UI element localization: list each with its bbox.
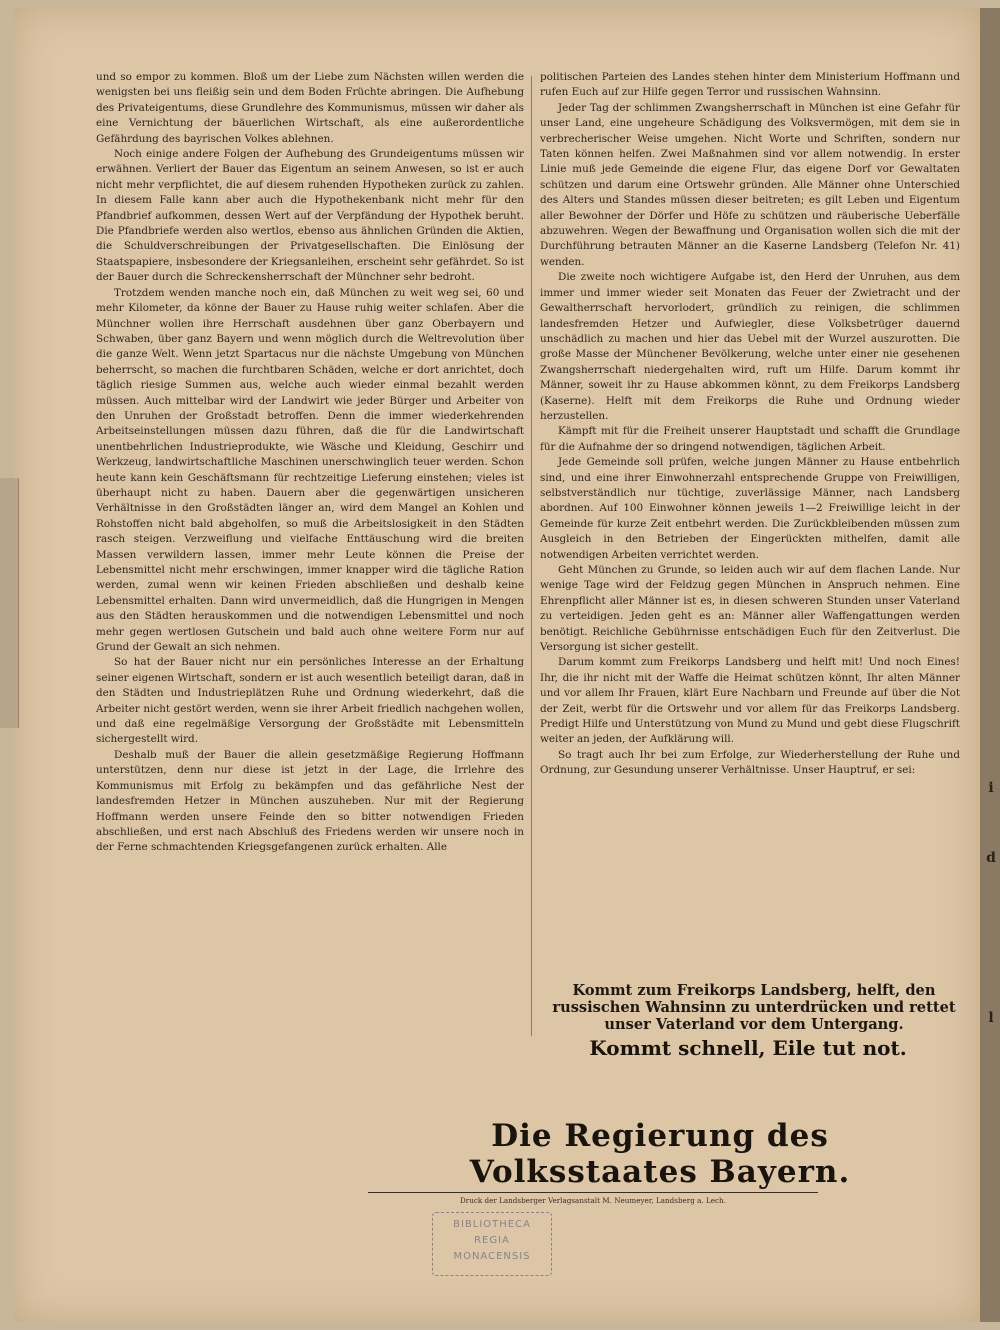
right-paragraph: Jeder Tag der schlimmen Zwangsherrschaft in München ist eine Gefahr für unser Land, eine ungeheure Schädigung des Volksvermögen, mit dem sie in verbrecherischer Weise umgehen. Nicht Worte und Schriften, sondern nur Taten können helfen. Zwei Maßnahmen sind vor allem notwendig. In erster Linie muß jede Gemeinde die eigene Flur, das eigene Dorf vor Gewaltaten schützen und darum eine Ortswehr gründen. Alle Männer ohne Unterschied des Alters und Standes müssen dieser beitreten; es gilt Leben und Eigentum aller Bewohner der Dörfer und Höfe zu schützen und räuberische Ueberfälle abzuwehren. Wegen der Bewaffnung und Organisation wollen sich die mit der Durchführung betrauten Männer an die Kaserne Landsberg (Telefon Nr. 41) wenden.: [540, 101, 960, 268]
stamp-line: MONACENSIS: [453, 1251, 531, 1262]
library-stamp: [432, 1212, 552, 1276]
left-text-column: [96, 70, 524, 1020]
slogan-callout: Kommt zum Freikorps Landsberg, helft, den russischen Wahnsinn zu unterdrücken und rettet unser Vaterland vor dem Untergang.: [552, 982, 956, 1033]
adjacent-page-letter: d: [986, 850, 996, 866]
adjacent-page-letter: l: [988, 1010, 994, 1026]
right-paragraph: So tragt auch Ihr bei zum Erfolge, zur Wiederherstellung der Ruhe und Ordnung, zur Gesundung unserer Verhältnisse. Unser Hauptruf, er sei:: [540, 748, 960, 777]
left-paragraph: So hat der Bauer nicht nur ein persönliches Interesse an der Erhaltung seiner eigenen Wirtschaft, sondern er ist auch wesentlich beteiligt daran, daß in den Städten und Industrieplätzen Ruhe und Ordnung wiederkehrt, daß die Arbeiter nicht gestört werden, wenn sie ihrer Arbeit friedlich nachgehen wollen, und daß eine regelmäßige Versorgung der Großstädte mit Lebensmitteln sichergestellt wird.: [96, 656, 524, 746]
column-divider: [531, 76, 532, 1036]
right-text-column: [540, 70, 960, 1020]
imprint-rule: [368, 1192, 818, 1193]
right-paragraph: Darum kommt zum Freikorps Landsberg und helft mit! Und noch Eines! Ihr, die ihr nicht mit der Waffe die Heimat schützen könnt, Ihr alten Männer und vor allem Ihr Frauen, klärt Eure Nachbarn und Freunde auf über die Not der Zeit, werbt für die Ortswehr und vor allem für das Freikorps Landsberg. Predigt Hilfe und Unterstützung von Mund zu Mund und gebt diese Flugschrift weiter an jeden, der Aufklärung will.: [540, 656, 960, 746]
government-signature: Die Regierung des Volksstaates Bayern.: [469, 1118, 851, 1190]
urgent-callout: Kommt schnell, Eile tut not.: [589, 1036, 907, 1060]
right-paragraph: Die zweite noch wichtigere Aufgabe ist, den Herd der Unruhen, aus dem immer und immer wieder seit Monaten das Feuer der Zwietracht und der Gewaltherrschaft hervorlodert, gründlich zu reinigen, die schlimmen landesfremden Hetzer und Aufwiegler, diese Volksbetrüger dauernd unschädlich zu machen und hier das Uebel mit der Wurzel auszurotten. Die große Masse der Münchener Bevölkerung, welche unter einer nie gesehenen Zwangsherrschaft niedergehalten wird, ruft um Hilfe. Darum kommt ihr Männer, soweit ihr zu Hause abkommen könnt, zu dem Freikorps Landsberg (Kaserne). Helft mit dem Freikorps die Ruhe und Ordnung wieder herzustellen.: [540, 271, 960, 422]
left-paragraph: Deshalb muß der Bauer die allein gesetzmäßige Regierung Hoffmann unterstützen, denn nur diese ist jetzt in der Lage, die Irrlehre des Kommunismus mit Erfolg zu bekämpfen und das gefährliche Nest der landesfremden Hetzer in München auszuheben. Nur mit der Regierung Hoffmann werden unsere Feinde den so bitter notwendigen Frieden abschließen, und erst nach Abschluß des Friedens werden wir unsere noch in der Ferne schmachtenden Kriegsgefangenen zurück erhalten. Alle: [96, 748, 524, 854]
left-paragraph: Trotzdem wenden manche noch ein, daß München zu weit weg sei, 60 und mehr Kilometer, da könne der Bauer zu Hause ruhig weiter schlafen. Aber die Münchner wollen ihre Herrschaft ausdehnen über ganz Oberbayern und Schwaben, über ganz Bayern und wenn möglich durch die Weltrevolution über die ganze Welt. Wenn jetzt Spartacus nur die nächste Umgebung von München beherrscht, so machen die furchtbaren Schäden, welche er dort anrichtet, doch täglich riesige Summen aus, welche auch wieder einmal bezahlt werden müssen. Auch mittelbar wird der Landwirt wie jeder Bürger und Arbeiter von den Unruhen der Großstadt betroffen. Denn die immer wiederkehrenden Arbeitseinstellungen müssen dazu führen, daß die für die Landwirtschaft unentbehrlichen Industrieprodukte, wie Wäsche und Kleidung, Geschirr und Werkzeug, landwirtschaftliche Maschinen unerschwinglich teuer werden. Schon heute kann kein Geschäftsmann für rechtzeitige Lieferung einstehen; vieles ist überhaupt nicht zu haben. Dauern aber die gegenwärtigen unsicheren Verhältnisse in den Großstädten länger an, wird dem Mangel an Kohlen und Rohstoffen nicht bald abgeholfen, so muß die Arbeitslosigkeit in den Städten rasch steigen. Verzweiflung und vielfache Enttäuschung wird die breiten Massen verwildern lassen, immer mehr Leute können die Preise der Lebensmittel nicht mehr erschwingen, immer knapper wird die tägliche Ration werden, zumal wenn wir keinen Frieden abschließen und deshalb keine Lebensmittel erhalten. Dann wird unvermeidlich, daß die Hungrigen in Mengen aus den Städten herauskommen und die notwendigen Lebensmittel und noch mehr gegen wertlosen Gutschein und bald auch ohne weitere Form nur auf Grund der Gewalt an sich nehmen.: [96, 286, 524, 654]
right-paragraph: politischen Parteien des Landes stehen hinter dem Ministerium Hoffmann und rufen Euch auf zur Hilfe gegen Terror und russischen Wahnsinn.: [540, 71, 960, 99]
adjacent-page-letter: i: [988, 780, 994, 796]
left-paragraph: Noch einige andere Folgen der Aufhebung des Grundeigentums müssen wir erwähnen. Verliert der Bauer das Eigentum an seinem Anwesen, so ist er auch nicht mehr verpflichtet, die auf diesem ruhenden Hypotheken zurück zu zahlen. In diesem Falle kann aber auch die Hypothekenbank nicht mehr für den Pfandbrief aufkommen, dessen Wert auf der Verpfändung der Hypothek beruht. Die Pfandbriefe werden also wertlos, ebenso aus ähnlichen Gründen die Aktien, die Schuldverschreibungen der Privatgesellschaften. Die Einlösung der Staatspapiere, insbesondere der Kriegsanleihen, erscheint sehr gefährdet. So ist der Bauer durch die Schreckensherrschaft der Münchner sehr bedroht.: [96, 148, 524, 284]
binding-strip: [0, 478, 19, 728]
right-paragraph: Kämpft mit für die Freiheit unserer Hauptstadt und schafft die Grundlage für die Aufnahme der so dringend notwendigen, täglichen Arbeit.: [540, 425, 960, 453]
stamp-line: REGIA: [474, 1235, 510, 1246]
right-paragraph: Jede Gemeinde soll prüfen, welche jungen Männer zu Hause entbehrlich sind, und eine ihrer Einwohnerzahl entsprechende Gruppe von Freiwilligen, selbstverständlich nur tüchtige, zuverlässige Männer, nach Landsberg abordnen. Auf 100 Einwohner können jeweils 1—2 Freiwillige leicht in der Gemeinde für kurze Zeit entbehrt werden. Die Zurückbleibenden müssen zum Ausgleich in den Betrieben der Eingerückten mithelfen, damit alle notwendigen Arbeiten verrichtet werden.: [540, 456, 960, 561]
printer-imprint: Druck der Landsberger Verlagsanstalt M. Neumeyer, Landsberg a. Lech.: [460, 1196, 726, 1205]
stamp-line: BIBLIOTHECA: [453, 1219, 531, 1230]
adjacent-page-edge: [980, 8, 1000, 1322]
right-paragraph: Geht München zu Grunde, so leiden auch wir auf dem flachen Lande. Nur wenige Tage wird der Feldzug gegen München in Anspruch nehmen. Eine Ehrenpflicht aller Männer ist es, in diesen schweren Stunden unser Vaterland zu verteidigen. Jeden geht es an: Männer aller Waffengattungen werden benötigt. Reichliche Gebührnisse entschädigen Euch für den Zeitverlust. Die Versorgung ist sicher gestellt.: [540, 564, 960, 654]
left-paragraph: und so empor zu kommen. Bloß um der Liebe zum Nächsten willen werden die wenigsten bei uns fleißig sein und dem Boden Früchte abringen. Die Aufhebung des Privateigentums, diese Grundlehre des Kommunismus, müssen wir daher als eine Vernichtung der bäuerlichen Wirtschaft, als eine außerordentliche Gefährdung des bayrischen Volkes ablehnen.: [96, 71, 524, 145]
